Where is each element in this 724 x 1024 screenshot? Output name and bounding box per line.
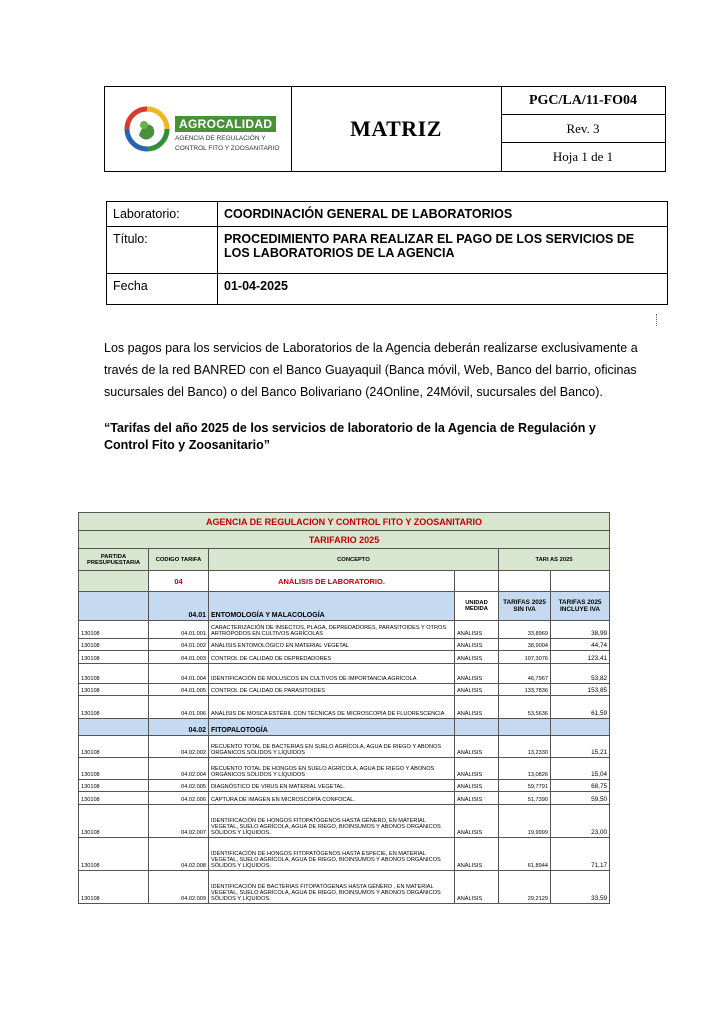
tariff-heading: “Tarifas del año 2025 de los servicios de laboratorio de la Agencia de Regulación y Control Fito y Zoosanitario” <box>104 421 596 452</box>
codigo-cell: 04.02.005 <box>149 780 209 792</box>
con-iva-cell: 71,17 <box>551 838 610 871</box>
group-con-empty <box>551 571 610 592</box>
col-concepto: CONCEPTO <box>209 549 499 571</box>
document-meta <box>501 87 665 171</box>
unidad-cell: ANÁLISIS <box>455 736 499 758</box>
con-iva-cell: 123,41 <box>551 651 610 664</box>
date-label: Fecha <box>107 274 218 305</box>
codigo-cell: 04.01.003 <box>149 651 209 664</box>
codigo-cell: 04.02.004 <box>149 758 209 780</box>
con-iva-cell: 53,82 <box>551 664 610 684</box>
concepto-cell: CARACTERIZACIÓN DE INSECTOS, PLAGA, DEPREDADORES, PARASITOIDES Y OTROS ARTRÓPODOS EN CULTIVOS AGRÍCOLAS <box>209 621 455 639</box>
logo-brand: AGROCALIDAD <box>175 116 276 132</box>
info-row-title <box>107 227 668 274</box>
unidad-cell: ANÁLISIS <box>455 684 499 696</box>
concepto-cell: IDENTIFICACIÓN DE MOLUSCOS EN CULTIVOS DE IMPORTANCIA AGRÍCOLA <box>209 664 455 684</box>
table-row <box>79 780 610 792</box>
logo-text <box>175 115 285 153</box>
codigo-cell: 04.02.006 <box>149 792 209 805</box>
concepto-cell: CAPTURA DE IMAGEN EN MICROSCOPÍA CONFOCAL. <box>209 792 455 805</box>
sin-iva-cell: 61,8944 <box>499 838 551 871</box>
sin-iva-cell: 13,2330 <box>499 736 551 758</box>
concepto-cell: CONTROL DE CALIDAD DE DEPREDADORES <box>209 651 455 664</box>
concepto-cell: ANÁLISIS DE MOSCA ESTÉRIL CON TÉCNICAS DE MICROSCOPÍA DE FLUORESCENCIA <box>209 696 455 719</box>
unidad-cell: ANÁLISIS <box>455 805 499 838</box>
title-value: PROCEDIMIENTO PARA REALIZAR EL PAGO DE LOS SERVICIOS DE LOS LABORATORIOS DE LA AGENCIA <box>218 227 668 274</box>
document-title: MATRIZ <box>350 116 442 141</box>
codigo-cell: 04.01.006 <box>149 696 209 719</box>
codigo-cell: 04.01.001 <box>149 621 209 639</box>
lab-value: COORDINACIÓN GENERAL DE LABORATORIOS <box>218 202 668 227</box>
table-row <box>79 639 610 651</box>
section-name: ENTOMOLOGÍA Y MALACOLOGÍA <box>209 592 455 621</box>
concepto-cell: RECUENTO TOTAL DE HONGOS EN SUELO AGRÍCOLA, AGUA DE RIEGO Y ABONOS ORGÁNICOS SÓLIDOS Y LÍQUIDOS <box>209 758 455 780</box>
partida-cell: 130108 <box>79 664 149 684</box>
partida-cell: 130108 <box>79 696 149 719</box>
group-empty <box>79 571 149 592</box>
codigo-cell: 04.02.007 <box>149 805 209 838</box>
con-iva-cell: 23,00 <box>551 805 610 838</box>
con-iva-cell: 59,50 <box>551 792 610 805</box>
entomologia-rows <box>79 621 610 719</box>
partida-cell: 130108 <box>79 758 149 780</box>
con-iva-cell: 44,74 <box>551 639 610 651</box>
unidad-cell: ANÁLISIS <box>455 639 499 651</box>
tariff-agency-title: AGENCIA DE REGULACION Y CONTROL FITO Y ZOOSANITARIO <box>79 513 610 531</box>
sin-iva-cell: 107,3076 <box>499 651 551 664</box>
codigo-cell: 04.02.002 <box>149 736 209 758</box>
group-unidad-empty <box>455 571 499 592</box>
unidad-cell: ANÁLISIS <box>455 792 499 805</box>
title-label: Título: <box>107 227 218 274</box>
col-tarifas: TARI AS 2025 <box>499 549 610 571</box>
col-con-iva: TARIFAS 2025 INCLUYE IVA <box>551 592 610 621</box>
codigo-cell: 04.01.004 <box>149 664 209 684</box>
section-row-entomologia <box>79 592 610 621</box>
sin-iva-cell: 133,7836 <box>499 684 551 696</box>
section-empty <box>455 719 499 736</box>
table-row <box>79 838 610 871</box>
sin-iva-cell: 51,7390 <box>499 792 551 805</box>
section-empty <box>551 719 610 736</box>
group-name: ANÁLISIS DE LABORATORIO. <box>209 571 455 592</box>
table-row <box>79 696 610 719</box>
section-empty <box>79 719 149 736</box>
col-sin-iva: TARIFAS 2025 SIN IVA <box>499 592 551 621</box>
table-row <box>79 651 610 664</box>
unidad-cell: ANÁLISIS <box>455 664 499 684</box>
info-row-date <box>107 274 668 305</box>
section-name: FITOPALOTOGÍA <box>209 719 455 736</box>
sin-iva-cell: 38,9004 <box>499 639 551 651</box>
con-iva-cell: 15,04 <box>551 758 610 780</box>
unidad-cell: ANÁLISIS <box>455 696 499 719</box>
tariff-group-row <box>79 571 610 592</box>
col-unidad: UNIDAD MEDIDA <box>455 592 499 621</box>
table-row <box>79 684 610 696</box>
tariff-agency-row <box>79 513 610 531</box>
partida-cell: 130108 <box>79 838 149 871</box>
table-row <box>79 792 610 805</box>
margin-mark <box>656 314 659 326</box>
logo-subtitle-2: CONTROL FITO Y ZOOSANITARIO <box>175 145 280 152</box>
unidad-cell: ANÁLISIS <box>455 838 499 871</box>
logo-cell <box>105 87 292 171</box>
payment-paragraph: Los pagos para los servicios de Laboratorios de la Agencia deberán realizarse exclusivamente a través de la red BANRED con el Banco Guayaquil (Banca móvil, Web, Banco del barrio, oficinas sucursales del Banco) o del Banco Bolivariano (24Online, 24Móvil, sucursales del Banco). <box>104 341 638 399</box>
table-row <box>79 736 610 758</box>
tariff-table <box>78 512 610 904</box>
col-codigo: CODIGO TARIFA <box>149 549 209 571</box>
document-page: Hoja 1 de 1 <box>552 149 614 164</box>
sin-iva-cell: 29,2129 <box>499 871 551 904</box>
partida-cell: 130108 <box>79 621 149 639</box>
concepto-cell: CONTROL DE CALIDAD DE PARASITOIDES <box>209 684 455 696</box>
section-empty <box>79 592 149 621</box>
concepto-cell: DIAGNÓSTICO DE VIRUS EN MATERIAL VEGETAL. <box>209 780 455 792</box>
concepto-cell: IDENTIFICACIÓN DE BACTERIAS FITOPATÓGENAS HASTA GÉNERO , EN MATERIAL VEGETAL, SUELO AGRÍCOLA, AGUA DE RIEGO, BIOINSUMOS Y ABONOS ORGÁNICOS SÓLIDOS Y LÍQUIDOS. <box>209 871 455 904</box>
codigo-cell: 04.02.008 <box>149 838 209 871</box>
sin-iva-cell: 59,7791 <box>499 780 551 792</box>
info-table <box>106 201 668 305</box>
unidad-cell: ANÁLISIS <box>455 621 499 639</box>
date-value: 01-04-2025 <box>218 274 668 305</box>
section-code: 04.02 <box>149 719 209 736</box>
con-iva-cell: 15,21 <box>551 736 610 758</box>
unidad-cell: ANÁLISIS <box>455 651 499 664</box>
con-iva-cell: 38,99 <box>551 621 610 639</box>
partida-cell: 130108 <box>79 651 149 664</box>
lab-label: Laboratorio: <box>107 202 218 227</box>
partida-cell: 130108 <box>79 871 149 904</box>
con-iva-cell: 153,85 <box>551 684 610 696</box>
concepto-cell: ANÁLISIS ENTOMOLÓGICO EN MATERIAL VEGETAL <box>209 639 455 651</box>
section-row-fitopatologia <box>79 719 610 736</box>
document-code: PGC/LA/11-FO04 <box>501 87 665 115</box>
title-cell <box>291 87 502 171</box>
unidad-cell: ANÁLISIS <box>455 871 499 904</box>
group-sin-empty <box>499 571 551 592</box>
logo-subtitle-1: AGENCIA DE REGULACIÓN Y <box>175 135 266 142</box>
con-iva-cell: 33,59 <box>551 871 610 904</box>
con-iva-cell: 68,75 <box>551 780 610 792</box>
sin-iva-cell: 13,0826 <box>499 758 551 780</box>
con-iva-cell: 61,59 <box>551 696 610 719</box>
document-header <box>104 86 666 172</box>
table-row <box>79 758 610 780</box>
concepto-cell: RECUENTO TOTAL DE BACTERIAS EN SUELO AGRÍCOLA, AGUA DE RIEGO Y ABONOS ORGÁNICOS SÓLIDOS Y LÍQUIDOS <box>209 736 455 758</box>
sin-iva-cell: 19,9999 <box>499 805 551 838</box>
partida-cell: 130108 <box>79 639 149 651</box>
partida-cell: 130108 <box>79 780 149 792</box>
fitopatologia-rows <box>79 736 610 904</box>
table-row <box>79 621 610 639</box>
concepto-cell: IDENTIFICACIÓN DE HONGOS FITOPATÓGENOS HASTA ESPECIE, EN MATERIAL VEGETAL, SUELO AGRÍCOLA, AGUA DE RIEGO, BIOINSUMOS Y ABONOS ORGÁNICOS SÓLIDOS Y LÍQUIDOS. <box>209 838 455 871</box>
unidad-cell: ANÁLISIS <box>455 780 499 792</box>
partida-cell: 130108 <box>79 736 149 758</box>
codigo-cell: 04.02.009 <box>149 871 209 904</box>
table-row <box>79 664 610 684</box>
partida-cell: 130108 <box>79 805 149 838</box>
codigo-cell: 04.01.005 <box>149 684 209 696</box>
document-revision: Rev. 3 <box>501 115 665 143</box>
col-partida: PARTIDA PRESUPUESTARIA <box>79 549 149 571</box>
agrocalidad-logo-icon <box>123 105 171 155</box>
section-empty <box>499 719 551 736</box>
sin-iva-cell: 53,5636 <box>499 696 551 719</box>
info-row-lab <box>107 202 668 227</box>
table-row <box>79 805 610 838</box>
tariff-title-row <box>79 531 610 549</box>
codigo-cell: 04.01.002 <box>149 639 209 651</box>
tariff-columns-row <box>79 549 610 571</box>
unidad-cell: ANÁLISIS <box>455 758 499 780</box>
concepto-cell: IDENTIFICACIÓN DE HONGOS FITOPATÓGENOS HASTA GÉNERO, EN MATERIAL VEGETAL, SUELO AGRÍCOLA, AGUA DE RIEGO, BIOINSUMOS Y ABONOS ORGÁNICOS SÓLIDOS Y LÍQUIDOS. <box>209 805 455 838</box>
sin-iva-cell: 46,7967 <box>499 664 551 684</box>
partida-cell: 130108 <box>79 684 149 696</box>
group-code: 04 <box>149 571 209 592</box>
section-code: 04.01 <box>149 592 209 621</box>
sin-iva-cell: 33,8969 <box>499 621 551 639</box>
table-row <box>79 871 610 904</box>
tariff-year-title: TARIFARIO 2025 <box>79 531 610 549</box>
partida-cell: 130108 <box>79 792 149 805</box>
